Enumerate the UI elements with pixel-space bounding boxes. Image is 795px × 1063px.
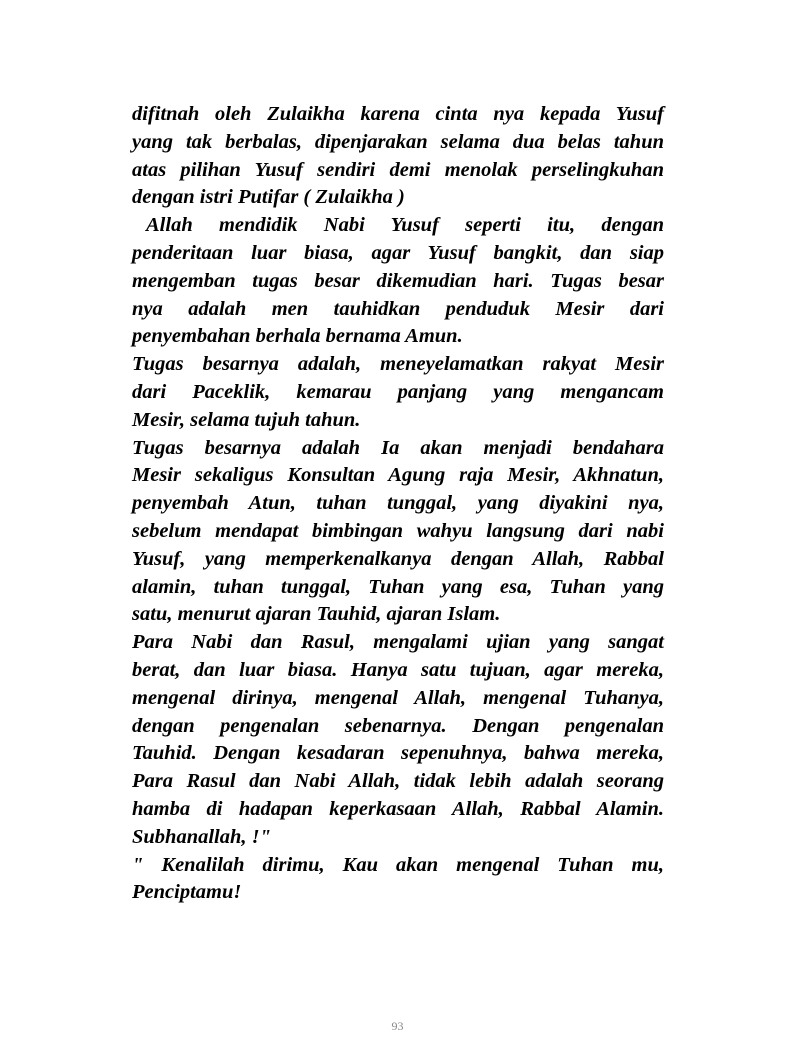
text-line: yang tak berbalas, dipenjarakan selama dua belas tahun [132,130,664,153]
text-line: nya adalah men tauhidkan penduduk Mesir dari [132,297,664,320]
text-line: Mesir, selama tujuh tahun. [132,408,361,431]
text-line: dengan pengenalan sebenarnya. Dengan pengenalan [132,714,664,737]
text-line: alamin, tuhan tunggal, Tuhan yang esa, Tuhan yang [132,575,664,598]
text-line: mengemban tugas besar dikemudian hari. Tugas besar [132,269,664,292]
text-line: penderitaan luar biasa, agar Yusuf bangkit, dan siap [132,241,664,264]
text-line: sebelum mendapat bimbingan wahyu langsung dari nabi [132,519,664,542]
text-line: Penciptamu! [132,881,242,904]
text-line: Allah mendidik Nabi Yusuf seperti itu, dengan [146,214,664,237]
text-line: penyembahan berhala bernama Amun. [132,325,463,348]
text-line: Yusuf, yang memperkenalkanya dengan Allah, Rabbal [132,547,664,570]
text-line: berat, dan luar biasa. Hanya satu tujuan, agar mereka, [132,658,664,681]
text-line: dengan istri Putifar ( Zulaikha ) [132,186,405,209]
page-number: 93 [391,1019,404,1033]
text-line: Tauhid. Dengan kesadaran sepenuhnya, bahwa mereka, [132,742,664,765]
text-line: Para Nabi dan Rasul, mengalami ujian yang sangat [132,631,664,654]
text-line: mengenal dirinya, mengenal Allah, mengenal Tuhanya, [132,686,664,709]
text-line: penyembah Atun, tuhan tunggal, yang diyakini nya, [132,492,664,515]
text-line: Tugas besarnya adalah Ia akan menjadi bendahara [132,436,664,459]
text-line: Tugas besarnya adalah, meneyelamatkan rakyat Mesir [132,353,664,376]
text-line: " Kenalilah dirimu, Kau akan mengenal Tuhan mu, [132,853,664,876]
body-text [132,101,664,907]
text-line: difitnah oleh Zulaikha karena cinta nya kepada Yusuf [132,103,664,125]
text-line: Subhanallah, !" [132,825,272,848]
text-line: atas pilihan Yusuf sendiri demi menolak perselingkuhan [132,158,664,181]
text-line: hamba di hadapan keperkasaan Allah, Rabbal Alamin. [132,797,664,820]
text-line: Para Rasul dan Nabi Allah, tidak lebih adalah seorang [132,770,664,793]
text-line: satu, menurut ajaran Tauhid, ajaran Islam. [132,603,501,626]
text-line: Mesir sekaligus Konsultan Agung raja Mesir, Akhnatun, [132,464,664,487]
text-line: dari Paceklik, kemarau panjang yang mengancam [132,380,664,403]
